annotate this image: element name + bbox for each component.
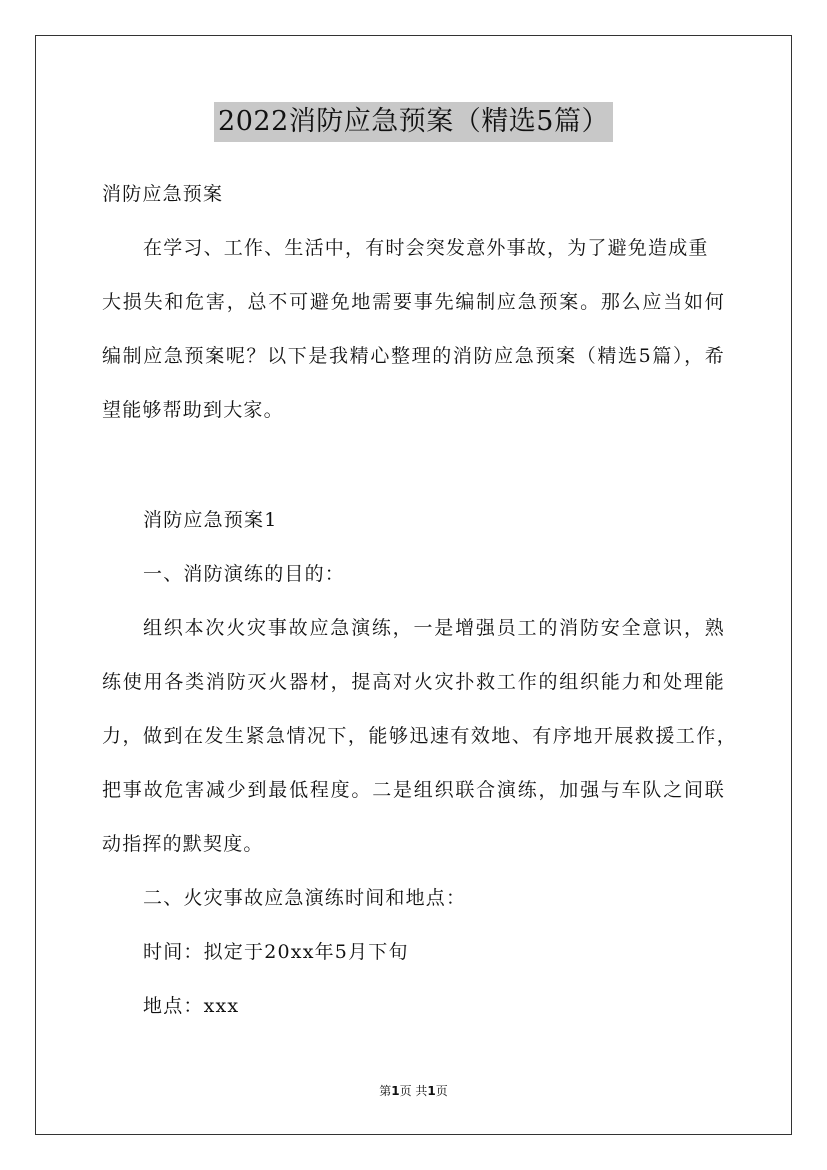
title-container	[0, 102, 827, 142]
time-line: 时间：拟定于20xx年5月下旬	[143, 941, 409, 963]
footer-prefix: 第	[379, 1084, 392, 1098]
paragraph-line: 把事故危害减少到最低程度。二是组织联合演练，加强与车队之间联	[102, 779, 725, 801]
section-heading: 二、火灾事故应急演练时间和地点：	[143, 887, 467, 909]
paragraph-line: 动指挥的默契度。	[102, 833, 264, 855]
section-heading: 一、消防演练的目的：	[143, 563, 346, 585]
plan-heading: 消防应急预案1	[143, 509, 278, 531]
footer-total-pages: 1	[427, 1084, 436, 1098]
section-heading: 消防应急预案	[102, 183, 224, 205]
paragraph-line: 练使用各类消防灭火器材，提高对火灾扑救工作的组织能力和处理能	[102, 671, 725, 693]
paragraph-line: 力，做到在发生紧急情况下，能够迅速有效地、有序地开展救援工作，	[102, 725, 737, 747]
footer-current-page: 1	[391, 1084, 400, 1098]
paragraph-line: 大损失和危害，总不可避免地需要事先编制应急预案。那么应当如何	[102, 291, 725, 313]
document-title: 2022消防应急预案（精选5篇）	[214, 102, 613, 142]
paragraph-line: 编制应急预案呢？以下是我精心整理的消防应急预案（精选5篇），希	[102, 345, 725, 367]
paragraph-line: 在学习、工作、生活中，有时会突发意外事故，为了避免造成重	[143, 237, 709, 259]
footer-suffix: 页	[435, 1084, 448, 1098]
footer-mid: 页 共	[399, 1084, 428, 1098]
location-line: 地点：xxx	[143, 995, 240, 1017]
page-footer	[0, 1083, 827, 1099]
paragraph-line: 组织本次火灾事故应急演练，一是增强员工的消防安全意识，熟	[143, 617, 725, 639]
paragraph-line: 望能够帮助到大家。	[102, 399, 284, 421]
